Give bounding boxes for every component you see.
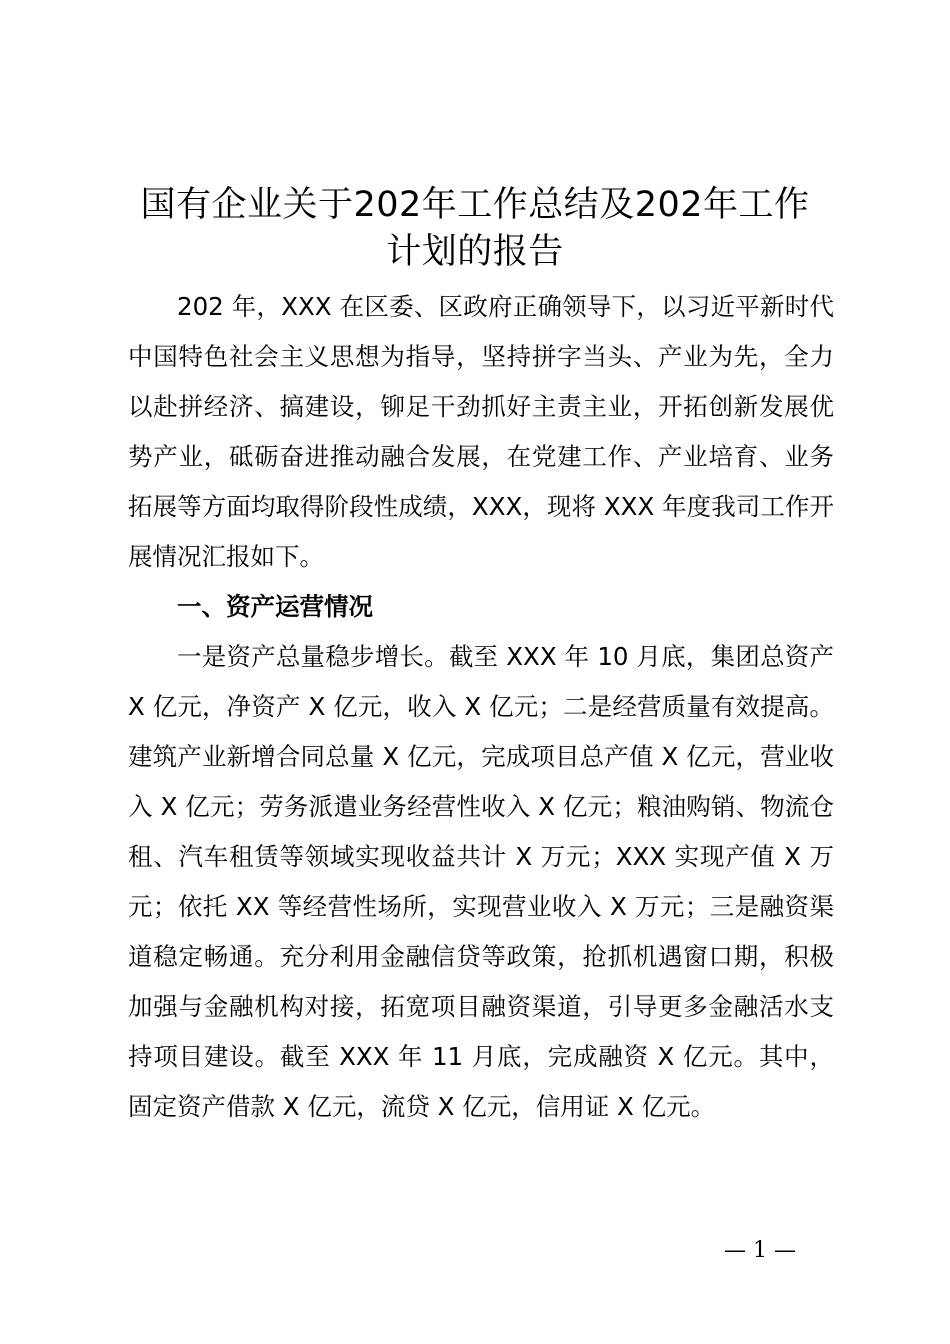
title-line-2: 计划的报告 <box>386 232 564 272</box>
document-body <box>128 282 834 1132</box>
document-title <box>110 182 840 276</box>
title-line-1: 国有企业关于202年工作总结及202年工作 <box>140 185 810 225</box>
section-1-paragraph: 一是资产总量稳步增长。截至 XXX 年 10 月底，集团总资产 X 亿元，净资产 X 亿元，收入 X 亿元；二是经营质量有效提高。建筑产业新增合同总量 X 亿元，完成项目总产值 X 亿元，营业收入 X 亿元；劳务派遣业务经营性收入 X 亿元；粮油购销、物流仓租、汽车租赁等领域实现收益共计 X 万元；XXX 实现产值 X 万元；依托 XX 等经营性场所，实现营业收入 X 万元；三是融资渠道稳定畅通。充分利用金融信贷等政策，抢抓机遇窗口期，积极加强与金融机构对接，拓宽项目融资渠道，引导更多金融活水支持项目建设。截至 XXX 年 11 月底，完成融资 X 亿元。其中，固定资产借款 X 亿元，流贷 X 亿元，信用证 X 亿元。 <box>128 642 834 1121</box>
section-heading-1: 一、资产运营情况 <box>177 592 373 621</box>
page-number: — 1 — <box>724 1238 796 1263</box>
intro-paragraph: 202 年，XXX 在区委、区政府正确领导下，以习近平新时代中国特色社会主义思想为指导，坚持拼字当头、产业为先，全力以赴拼经济、搞建设，铆足干劲抓好主责主业，开拓创新发展优势产业，砥砺奋进推动融合发展，在党建工作、产业培育、业务拓展等方面均取得阶段性成绩，XXX，现将 XXX 年度我司工作开展情况汇报如下。 <box>128 292 834 571</box>
